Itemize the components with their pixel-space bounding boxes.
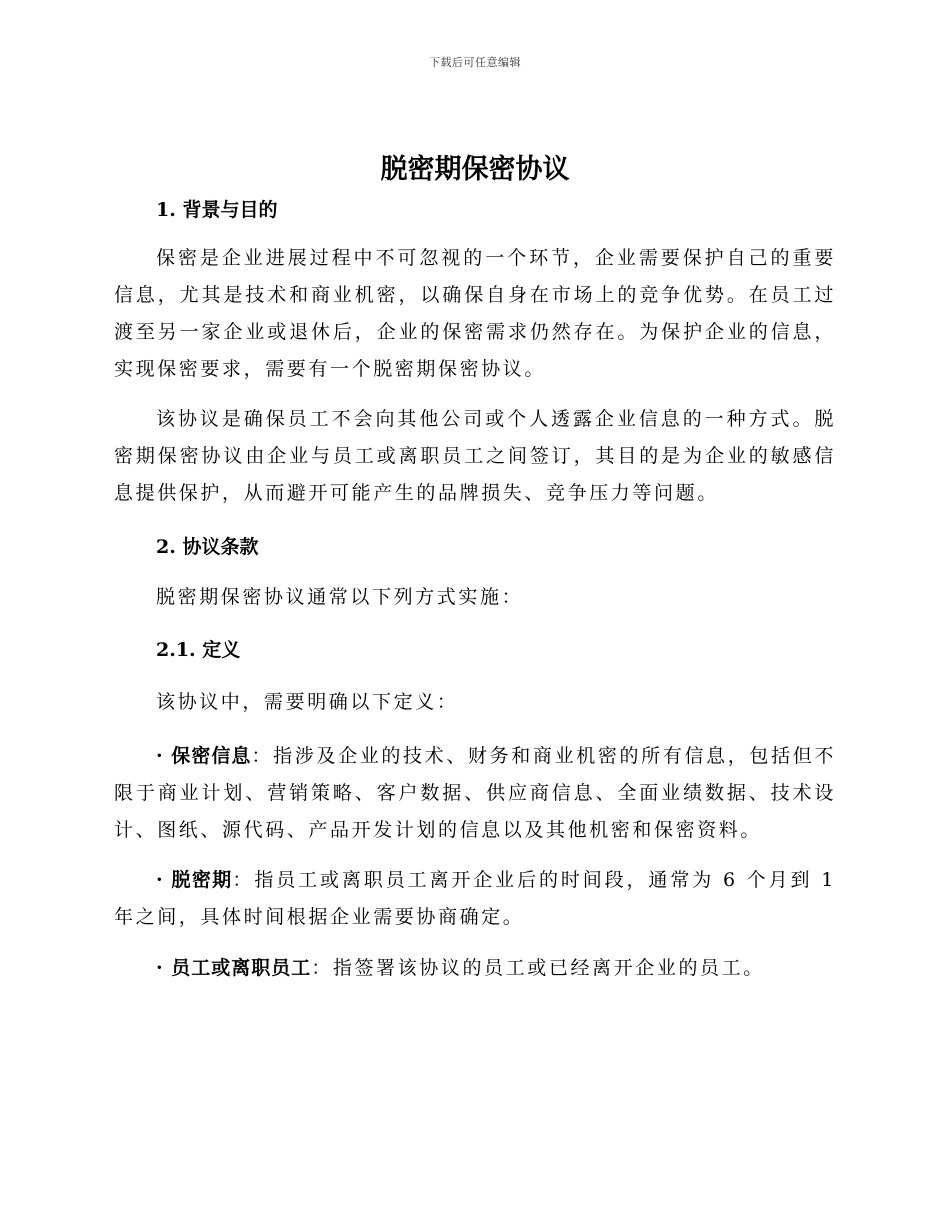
header-note: 下载后可任意编辑	[429, 56, 521, 69]
definition-item	[114, 950, 836, 987]
definition-bullet: ·	[156, 745, 172, 767]
section-heading-terms: 2. 协议条款	[156, 536, 259, 558]
paragraph-terms-intro: 脱密期保密协议通常以下列方式实施：	[156, 586, 524, 608]
definition-bullet: ·	[156, 957, 172, 979]
definition-term: 保密信息	[171, 745, 252, 767]
definition-text: ：指员工或离职员工离开企业后的时间段，通常为 6 个月到 1 年之间，具体时间根据企业需要协商确定。	[114, 869, 836, 928]
paragraph-definitions-intro: 该协议中，需要明确以下定义：	[156, 691, 459, 713]
document-title: 脱密期保密协议	[380, 154, 570, 185]
section-heading-background: 1. 背景与目的	[156, 199, 278, 221]
document-body	[114, 196, 836, 987]
paragraph-background-2: 该协议是确保员工不会向其他公司或个人透露企业信息的一种方式。脱密期保密协议由企业与员工或离职员工之间签订，其目的是为企业的敏感信息提供保护，从而避开可能产生的品牌损失、竞争压力等问题。	[114, 408, 836, 504]
definition-term: 员工或离职员工	[171, 957, 312, 979]
definition-bullet: ·	[156, 869, 172, 891]
definition-term: 脱密期	[171, 869, 233, 891]
definition-text: ：指涉及企业的技术、财务和商业机密的所有信息，包括但不限于商业计划、营销策略、客户数据、供应商信息、全面业绩数据、技术设计、图纸、源代码、产品开发计划的信息以及其他机密和保密资料。	[114, 745, 836, 841]
definition-item	[114, 862, 836, 936]
paragraph-background-1: 保密是企业进展过程中不可忽视的一个环节，企业需要保护自己的重要信息，尤其是技术和商业机密，以确保自身在市场上的竞争优势。在员工过渡至另一家企业或退休后，企业的保密需求仍然存在。为保护企业的信息，实现保密要求，需要有一个脱密期保密协议。	[114, 247, 836, 380]
subsection-heading-definitions: 2.1. 定义	[156, 639, 241, 661]
definition-text: ：指签署该协议的员工或已经离开企业的员工。	[311, 957, 765, 979]
definition-item	[114, 738, 836, 849]
